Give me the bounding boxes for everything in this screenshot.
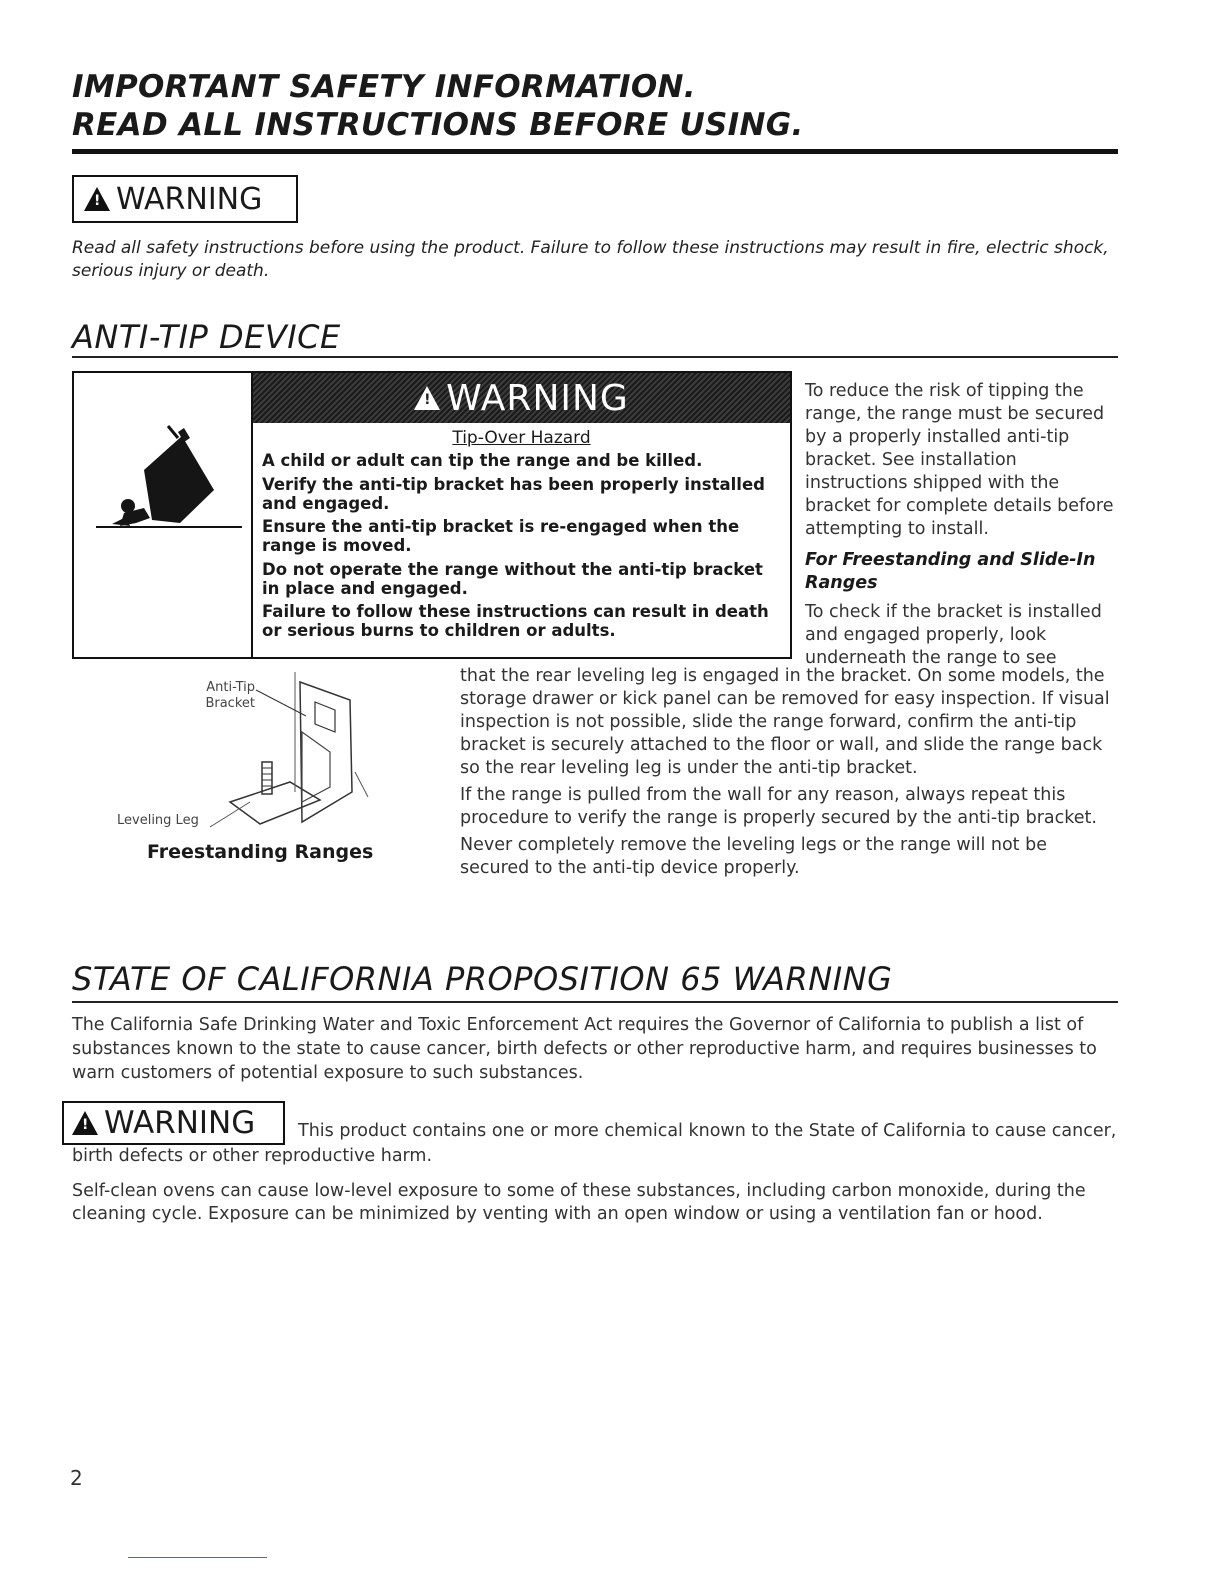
side-intro: To reduce the risk of tipping the range, the range must be secured by a properly installed anti-tip bracket. See installation instructions shipped with the bracket for complete details before attempting to install. [805,381,1114,539]
anti-tip-rule [72,356,1118,358]
california-title: STATE OF CALIFORNIA PROPOSITION 65 WARNING [72,960,893,998]
california-warning-text: This product contains one or more chemical known to the State of California to cause cancer, [298,1121,1117,1141]
anti-tip-side-text [805,380,1123,670]
repeat-note: If the range is pulled from the wall for any reason, always repeat this procedure to verify the range is properly secured by the anti-tip bracket. [460,785,1097,828]
warning-badge [72,175,298,223]
header-rule [72,149,1118,154]
header-line-2: READ ALL INSTRUCTIONS BEFORE USING. [72,107,804,143]
hazard-warning-item: A child or adult can tip the range and be killed. [262,451,703,470]
header-line-1: IMPORTANT SAFETY INFORMATION. [72,69,696,105]
hazard-warning-item: Failure to follow these instructions can result in death or serious burns to children or adults. [262,602,769,640]
warning-triangle-icon [414,386,440,410]
side-subheading: For Freestanding and Slide-In Ranges [805,550,1096,593]
california-intro: The California Safe Drinking Water and Toxic Enforcement Act requires the Governor of California to publish a list of substances known to the state to cause cancer, birth defects or other reproductive harm, and requires businesses to warn customers of potential exposure to such substances. [72,1015,1097,1083]
side-check: To check if the bracket is installed and engaged properly, look underneath the range to see [805,602,1102,668]
selfclean-text: Self-clean ovens can cause low-level exposure to some of these substances, including carbon monoxide, during the cleaning cycle. Exposure can be minimized by venting with an open window or using a ventilation fan or hood. [72,1181,1086,1224]
anti-tip-warning-banner [253,373,790,423]
bracket-label: Anti-Tip Bracket [205,680,255,711]
anti-tip-body-text [460,665,1120,884]
warning-triangle-icon [84,187,110,211]
warning-triangle-icon [72,1111,98,1135]
page-header [72,68,1122,144]
footer-line [128,1557,267,1558]
california-warning-label: WARNING [104,1105,256,1141]
anti-tip-title: ANTI-TIP DEVICE [72,318,341,356]
tip-over-illustration [92,420,244,540]
california-warning-text-cont: birth defects or other reproductive harm. [72,1146,433,1166]
california-rule [72,1001,1118,1003]
hazard-warning-item: Verify the anti-tip bracket has been properly installed and engaged. [262,474,765,513]
hazard-warning-item: Ensure the anti-tip bracket is re-engaged when the range is moved. [262,517,740,555]
never-note: Never completely remove the leveling legs or the range will not be secured to the anti-tip device properly. [460,835,1047,878]
continued-text: that the rear leveling leg is engaged in the bracket. On some models, the storage drawer or kick panel can be removed for easy inspection. If visual inspection is not possible, slide the range forward, confirm the anti-tip bracket is securely attached to the floor or wall, and slide the range back so the rear leveling leg is under the anti-tip bracket. [460,666,1110,778]
warning-intro-text: Read all safety instructions before using the product. Failure to follow these instructions may result in fire, electric shock, serious injury or death. [72,238,1109,281]
hazard-title: Tip-Over Hazard [452,428,591,448]
page-number: 2 [70,1466,83,1490]
diagram-caption: Freestanding Ranges [147,841,374,863]
hazard-warning-item: Do not operate the range without the anti-tip bracket in place and engaged. [262,559,763,598]
leveling-leg-label: Leveling Leg [117,813,199,828]
california-warning-badge [62,1101,285,1145]
warning-badge-label: WARNING [116,181,263,217]
hazard-warning-list [262,451,784,645]
banner-label: WARNING [446,377,629,419]
